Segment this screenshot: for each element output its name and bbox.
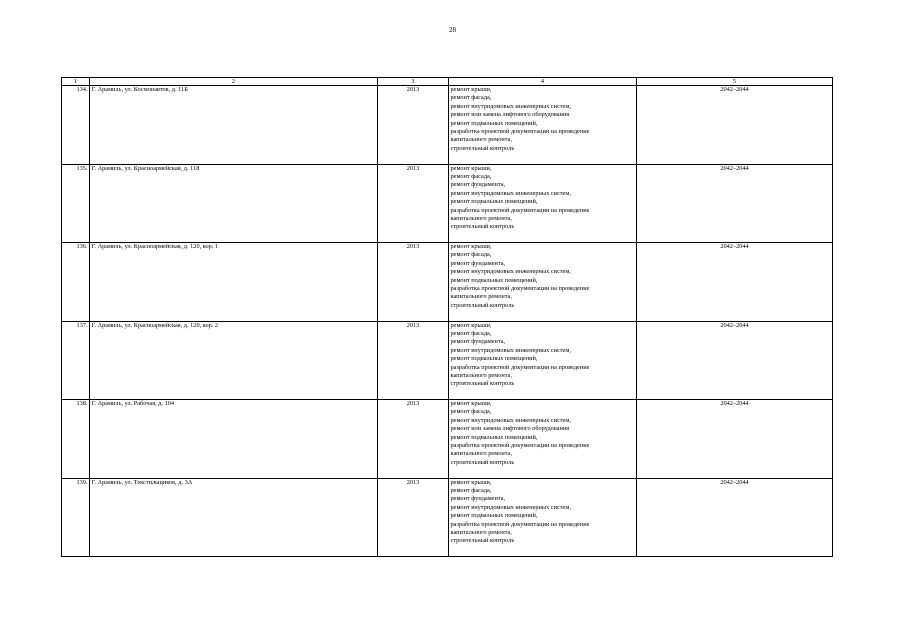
row-works: [449, 478, 637, 557]
work-item: капитального ремонта,: [450, 371, 512, 379]
row-works: [449, 86, 637, 165]
work-item: ремонт фасада,: [450, 251, 492, 259]
row-period: 2042–2044: [637, 478, 833, 557]
row-works: [449, 400, 637, 479]
table-body: [62, 86, 833, 557]
work-item: ремонт крыши,: [450, 164, 492, 172]
row-address: Г. Арамиль, ул. Текстильщиков, д. 3А: [90, 478, 378, 557]
row-works: [449, 321, 637, 400]
work-item: капитального ремонта,: [450, 528, 512, 536]
work-item: ремонт внутридомовых инженерных систем,: [450, 503, 571, 511]
row-year: 2013: [378, 86, 449, 165]
work-item: ремонт подвальных помещений,: [450, 512, 538, 520]
work-item: разработка проектной документации на проведение: [450, 285, 590, 293]
row-works: [449, 164, 637, 243]
work-item: ремонт внутридомовых инженерных систем,: [450, 268, 571, 276]
row-year: 2013: [378, 243, 449, 322]
table-row: [62, 243, 833, 322]
work-item: ремонт внутридомовых инженерных систем,: [450, 189, 571, 197]
header-col-1: 1: [62, 78, 90, 86]
row-number: 135.: [62, 164, 90, 243]
row-address: Г. Арамиль, ул. Красноармейская, д. 120, кор. 1: [90, 243, 378, 322]
table-header: [62, 78, 833, 86]
row-address: Г. Арамиль, ул. Рабочая, д. 104: [90, 400, 378, 479]
row-address: Г. Арамиль, ул. Красноармейская, д. 118: [90, 164, 378, 243]
work-item: ремонт фасада,: [450, 408, 492, 416]
work-item: ремонт или замена лифтового оборудования: [450, 425, 570, 433]
work-item: ремонт крыши,: [450, 321, 492, 329]
work-item: ремонт фундамента,: [450, 495, 506, 503]
work-item: капитального ремонта,: [450, 450, 512, 458]
header-col-4: 4: [449, 78, 637, 86]
header-col-3: 3: [378, 78, 449, 86]
row-number: 136.: [62, 243, 90, 322]
row-number: 139.: [62, 478, 90, 557]
work-item: разработка проектной документации на проведение: [450, 442, 590, 450]
work-item: капитального ремонта,: [450, 136, 512, 144]
header-row: [62, 78, 833, 86]
row-number: 137.: [62, 321, 90, 400]
table-row: [62, 321, 833, 400]
work-item: разработка проектной документации на проведение: [450, 128, 590, 136]
row-works: [449, 243, 637, 322]
work-item: ремонт крыши,: [450, 400, 492, 407]
row-period: 2042–2044: [637, 164, 833, 243]
work-item: ремонт внутридомовых инженерных систем,: [450, 102, 571, 110]
work-item: ремонт крыши,: [450, 243, 492, 250]
work-item: ремонт фасада,: [450, 329, 492, 337]
work-item: строительный контроль: [450, 458, 515, 466]
work-item: ремонт фундамента,: [450, 338, 506, 346]
work-item: строительный контроль: [450, 144, 515, 152]
work-item: ремонт фасада,: [450, 172, 492, 180]
row-number: 138.: [62, 400, 90, 479]
row-year: 2013: [378, 400, 449, 479]
work-item: ремонт фундамента,: [450, 259, 506, 267]
row-number: 134.: [62, 86, 90, 165]
work-item: ремонт подвальных помещений,: [450, 433, 538, 441]
work-item: ремонт фундамента,: [450, 181, 506, 189]
page-number: 28: [449, 26, 456, 34]
work-item: разработка проектной документации на проведение: [450, 520, 590, 528]
table-row: [62, 164, 833, 243]
table-row: [62, 400, 833, 479]
work-item: ремонт фасада,: [450, 486, 492, 494]
work-item: строительный контроль: [450, 537, 515, 545]
work-item: ремонт фасада,: [450, 94, 492, 102]
work-item: разработка проектной документации на проведение: [450, 363, 590, 371]
row-year: 2013: [378, 321, 449, 400]
repair-schedule-table: [61, 77, 833, 557]
work-item: ремонт подвальных помещений,: [450, 198, 538, 206]
work-item: строительный контроль: [450, 301, 515, 309]
header-col-2: 2: [90, 78, 378, 86]
row-period: 2042–2044: [637, 321, 833, 400]
row-year: 2013: [378, 164, 449, 243]
work-item: ремонт крыши,: [450, 478, 492, 486]
work-item: строительный контроль: [450, 223, 515, 231]
work-item: разработка проектной документации на проведение: [450, 206, 590, 214]
header-col-5: 5: [637, 78, 833, 86]
work-item: строительный контроль: [450, 380, 515, 388]
work-item: ремонт подвальных помещений,: [450, 276, 538, 284]
row-address: Г. Арамиль, ул. Космонавтов, д. 11Б: [90, 86, 378, 165]
work-item: капитального ремонта,: [450, 214, 512, 222]
work-item: ремонт внутридомовых инженерных систем,: [450, 416, 571, 424]
row-period: 2042–2044: [637, 400, 833, 479]
row-address: Г. Арамиль, ул. Красноармейская, д. 120, кор. 2: [90, 321, 378, 400]
row-period: 2042–2044: [637, 86, 833, 165]
row-year: 2013: [378, 478, 449, 557]
work-item: ремонт или замена лифтового оборудования: [450, 111, 570, 119]
work-item: ремонт подвальных помещений,: [450, 355, 538, 363]
table-row: [62, 478, 833, 557]
work-item: капитального ремонта,: [450, 293, 512, 301]
work-item: ремонт подвальных помещений,: [450, 119, 538, 127]
row-period: 2042–2044: [637, 243, 833, 322]
work-item: ремонт внутридомовых инженерных систем,: [450, 346, 571, 354]
work-item: ремонт крыши,: [450, 86, 492, 93]
table-row: [62, 86, 833, 165]
